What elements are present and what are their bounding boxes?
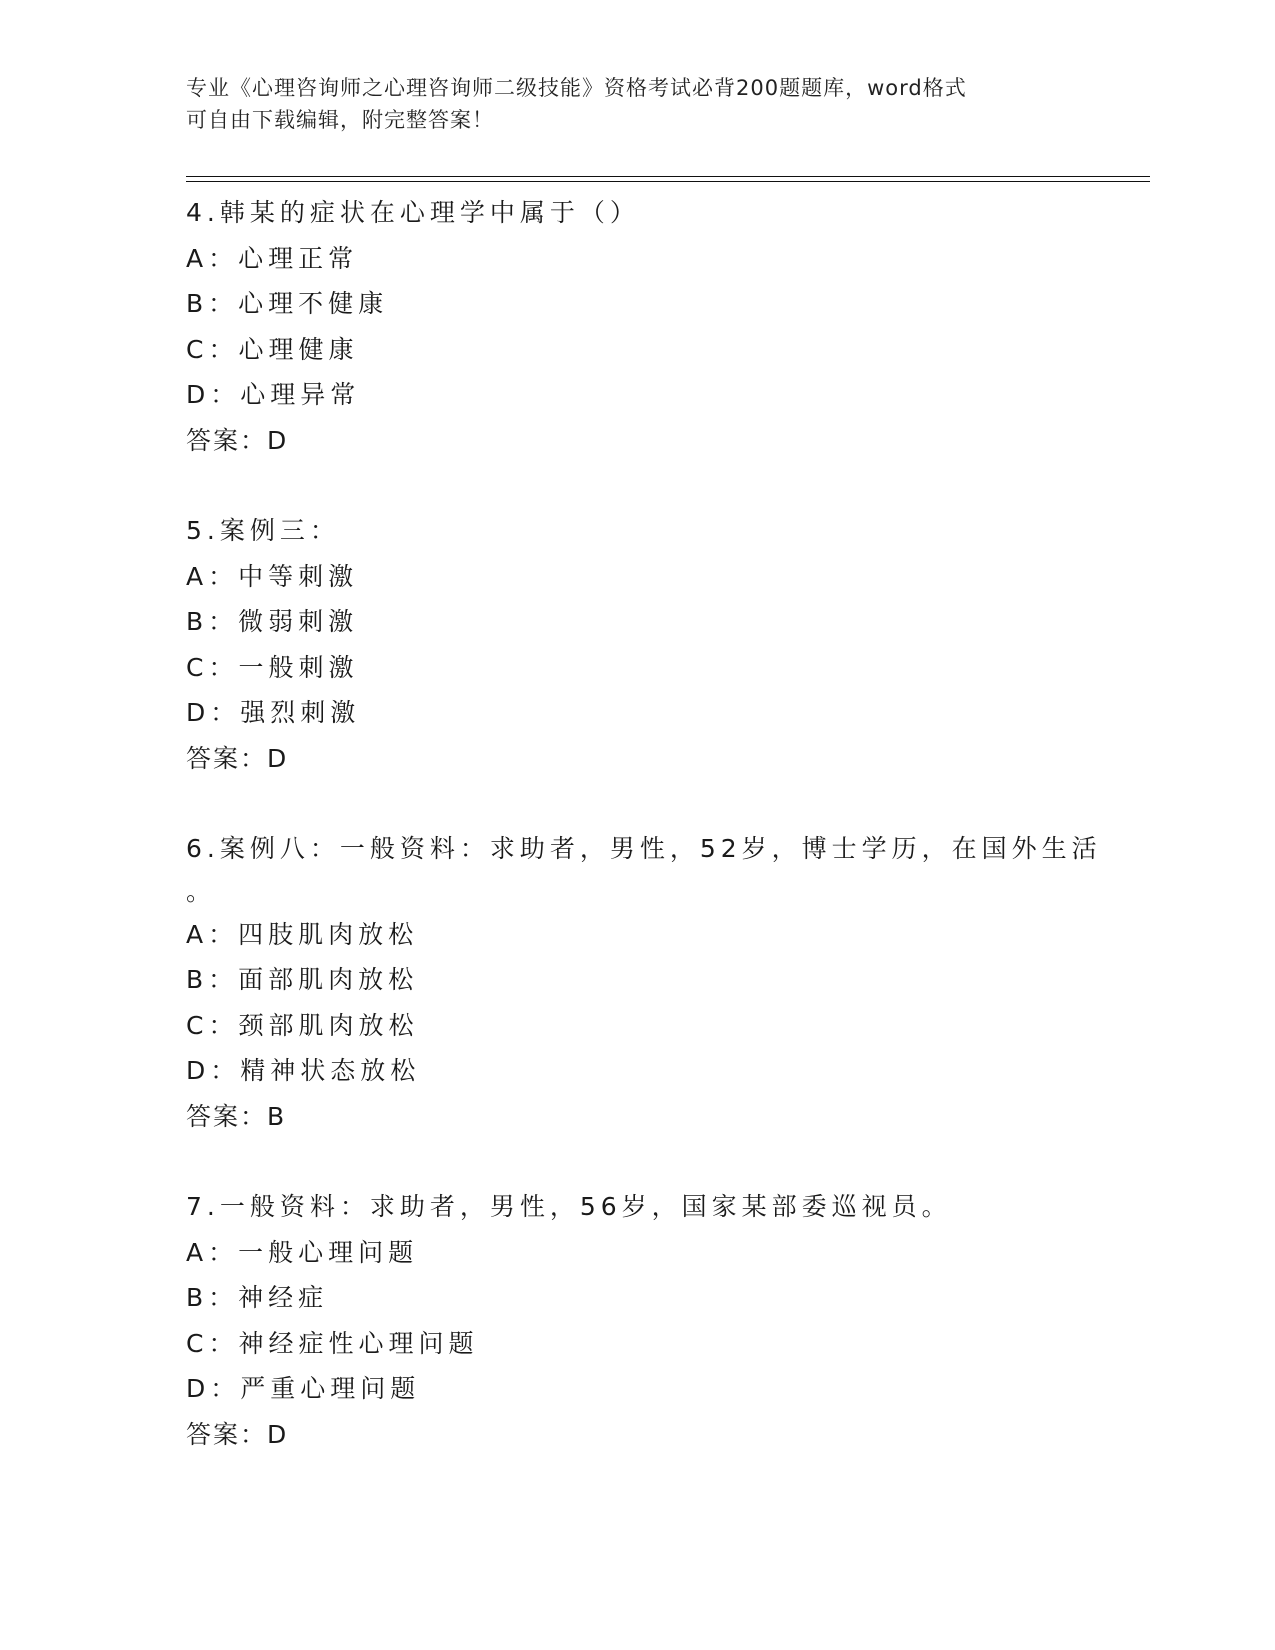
question-text-continuation: 。: [186, 876, 212, 906]
header-line-2: 可自由下载编辑，附完整答案！: [186, 108, 494, 132]
answer: 答案：D: [186, 1419, 289, 1449]
header-line-1: 专业《心理咨询师之心理咨询师二级技能》资格考试必背200题题库，word格式: [186, 76, 967, 100]
option-a: A：一般心理问题: [186, 1237, 419, 1267]
option-d: D：心理异常: [186, 380, 361, 409]
answer: 答案：D: [186, 743, 289, 773]
question-text: 4.韩某的症状在心理学中属于（）: [186, 198, 640, 227]
answer: 答案：B: [186, 1101, 287, 1131]
option-c: C：一般刺激: [186, 652, 359, 682]
option-b: B：面部肌肉放松: [186, 965, 419, 994]
question-gap: [186, 463, 1086, 508]
option-d: D：严重心理问题: [186, 1374, 421, 1403]
document-header: [186, 72, 1066, 136]
answer: 答案：D: [186, 425, 289, 455]
question-gap: [186, 781, 1086, 826]
option-a: A：四肢肌肉放松: [186, 919, 419, 949]
header-rule-top: [186, 176, 1150, 177]
question-4: [186, 190, 1086, 463]
option-c: C：颈部肌肉放松: [186, 1010, 419, 1040]
option-b: B：微弱刺激: [186, 607, 359, 636]
question-text: 5.案例三：: [186, 516, 340, 545]
question-text: 6.案例八：一般资料：求助者，男性，52岁，博士学历，在国外生活: [186, 834, 1102, 863]
option-d: D：精神状态放松: [186, 1056, 421, 1085]
option-d: D：强烈刺激: [186, 698, 361, 727]
option-b: B：心理不健康: [186, 289, 389, 318]
question-list: [186, 190, 1102, 1457]
header-rule-bottom: [186, 181, 1150, 182]
question-5: [186, 508, 1086, 781]
option-a: A：心理正常: [186, 243, 359, 273]
option-c: C：神经症性心理问题: [186, 1328, 479, 1358]
option-b: B：神经症: [186, 1283, 329, 1312]
question-6: [186, 826, 1102, 1139]
question-text: 7.一般资料：求助者，男性，56岁，国家某部委巡视员。: [186, 1192, 952, 1221]
question-7: [186, 1184, 1086, 1457]
option-a: A：中等刺激: [186, 561, 359, 591]
option-c: C：心理健康: [186, 334, 359, 364]
question-gap: [186, 1139, 1086, 1184]
